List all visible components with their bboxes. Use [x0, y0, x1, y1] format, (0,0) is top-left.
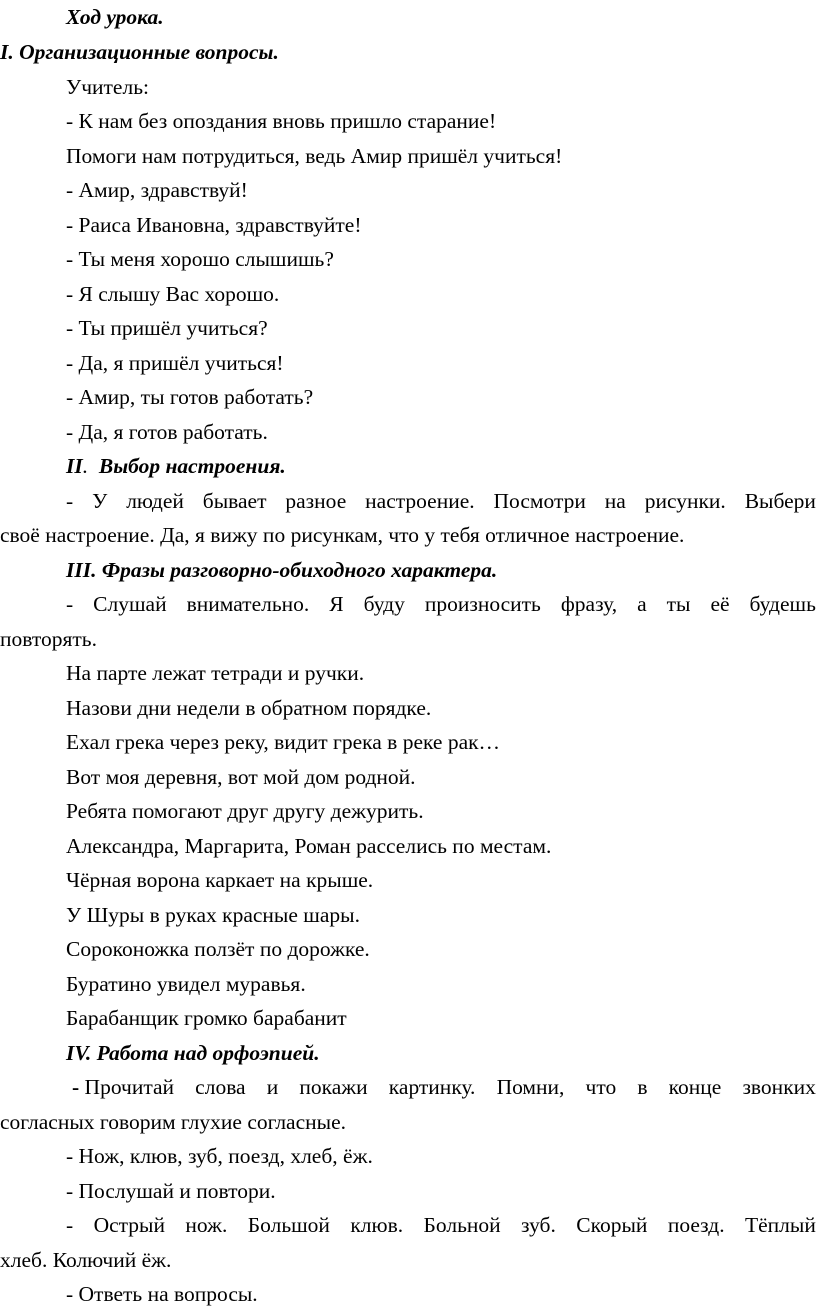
word: Больной [423, 1213, 501, 1237]
word: и [266, 1075, 279, 1099]
word: Слушай [93, 592, 167, 616]
word: зуб. [521, 1213, 556, 1237]
text-line: - Амир, здравствуй! [66, 178, 248, 202]
word: Я [329, 592, 344, 616]
word: внимательно. [186, 592, 310, 616]
phrase-line: Вот моя деревня, вот мой дом родной. [66, 765, 416, 789]
word: Скорый [576, 1213, 648, 1237]
word: звонких [742, 1075, 816, 1099]
phrase-line: Ехал грека через реку, видит грека в реке рак… [66, 730, 501, 754]
justified-line [66, 1210, 816, 1240]
section-2-heading [66, 451, 286, 481]
section-1-heading: I. Организационные вопросы. [0, 40, 279, 64]
text-line: - Да, я готов работать. [66, 420, 268, 444]
text-line: - Ты пришёл учиться? [66, 316, 268, 340]
text-line: своё настроение. Да, я вижу по рисункам, что у тебя отличное настроение. [0, 523, 685, 547]
phrase-line: У Шуры в руках красные шары. [66, 903, 360, 927]
justified-line [72, 1072, 816, 1102]
word: настроение. [365, 489, 475, 513]
word: поезд. [667, 1213, 725, 1237]
lesson-heading: Ход урока. [66, 5, 164, 29]
phrase-line: Чёрная ворона каркает на крыше. [66, 868, 374, 892]
phrase-line: Ребята помогают друг другу дежурить. [66, 799, 424, 823]
word: Помни, [496, 1075, 565, 1099]
word: Острый [93, 1213, 166, 1237]
text-line: - Ты меня хорошо слышишь? [66, 247, 334, 271]
text-line: - Да, я пришёл учиться! [66, 351, 284, 375]
word: ты [666, 592, 691, 616]
text-line: согласных говорим глухие согласные. [0, 1110, 347, 1134]
word: - [66, 1213, 74, 1237]
text-line: - Амир, ты готов работать? [66, 385, 314, 409]
word: покажи [299, 1075, 368, 1099]
text-line: хлеб. Колючий ёж. [0, 1248, 172, 1272]
word: Выбери [744, 489, 816, 513]
word: нож. [185, 1213, 228, 1237]
word: в [637, 1075, 648, 1099]
section-4-heading: IV. Работа над орфоэпией. [66, 1041, 320, 1065]
word: клюв. [350, 1213, 404, 1237]
word [72, 1072, 174, 1102]
word: на [604, 489, 626, 513]
word: её [710, 592, 730, 616]
word: Большой [247, 1213, 330, 1237]
section-2-title: Выбор настроения. [98, 454, 286, 478]
word: будешь [749, 592, 816, 616]
word: людей [126, 489, 184, 513]
section-2-number: II [66, 454, 83, 478]
text-line: повторять. [0, 627, 97, 651]
word: - [66, 592, 74, 616]
section-3-heading: III. Фразы разговорно-обиходного характера. [66, 558, 498, 582]
word: произносить [424, 592, 541, 616]
text-line: - Нож, клюв, зуб, поезд, хлеб, ёж. [66, 1144, 373, 1168]
justified-line [66, 486, 816, 516]
text-line: - Раиса Ивановна, здравствуйте! [66, 213, 362, 237]
text-line: Учитель: [66, 75, 149, 99]
phrase-line: Назови дни недели в обратном порядке. [66, 696, 432, 720]
text-line: - Я слышу Вас хорошо. [66, 282, 280, 306]
word: картинку. [388, 1075, 476, 1099]
text-line: - К нам без опоздания вновь пришло старание! [66, 109, 497, 133]
word: У [92, 489, 108, 513]
word: разное [285, 489, 347, 513]
phrase-line: Александра, Маргарита, Роман расселись по местам. [66, 834, 552, 858]
word: фразу, [560, 592, 618, 616]
justified-line [66, 589, 816, 619]
word: Посмотри [493, 489, 586, 513]
word: конце [668, 1075, 722, 1099]
text-line: - Ответь на вопросы. [66, 1282, 258, 1306]
word: Тёплый [745, 1213, 816, 1237]
word: а [637, 592, 647, 616]
word: слова [195, 1075, 246, 1099]
phrase-line: Буратино увидел муравья. [66, 972, 306, 996]
word: буду [363, 592, 405, 616]
section-2-dot: . [82, 454, 89, 478]
text-line: - Послушай и повтори. [66, 1179, 276, 1203]
text-line: Помоги нам потрудиться, ведь Амир пришёл учиться! [66, 144, 563, 168]
phrase-line: На парте лежат тетради и ручки. [66, 661, 365, 685]
word: что [585, 1075, 617, 1099]
bold-dash: - [72, 1075, 80, 1099]
word: рисунки. [644, 489, 726, 513]
phrase-line: Барабанщик громко барабанит [66, 1006, 347, 1030]
word: бывает [202, 489, 267, 513]
word: - [66, 489, 74, 513]
phrase-line: Сороконожка ползёт по дорожке. [66, 937, 370, 961]
word: Прочитай [84, 1075, 175, 1099]
